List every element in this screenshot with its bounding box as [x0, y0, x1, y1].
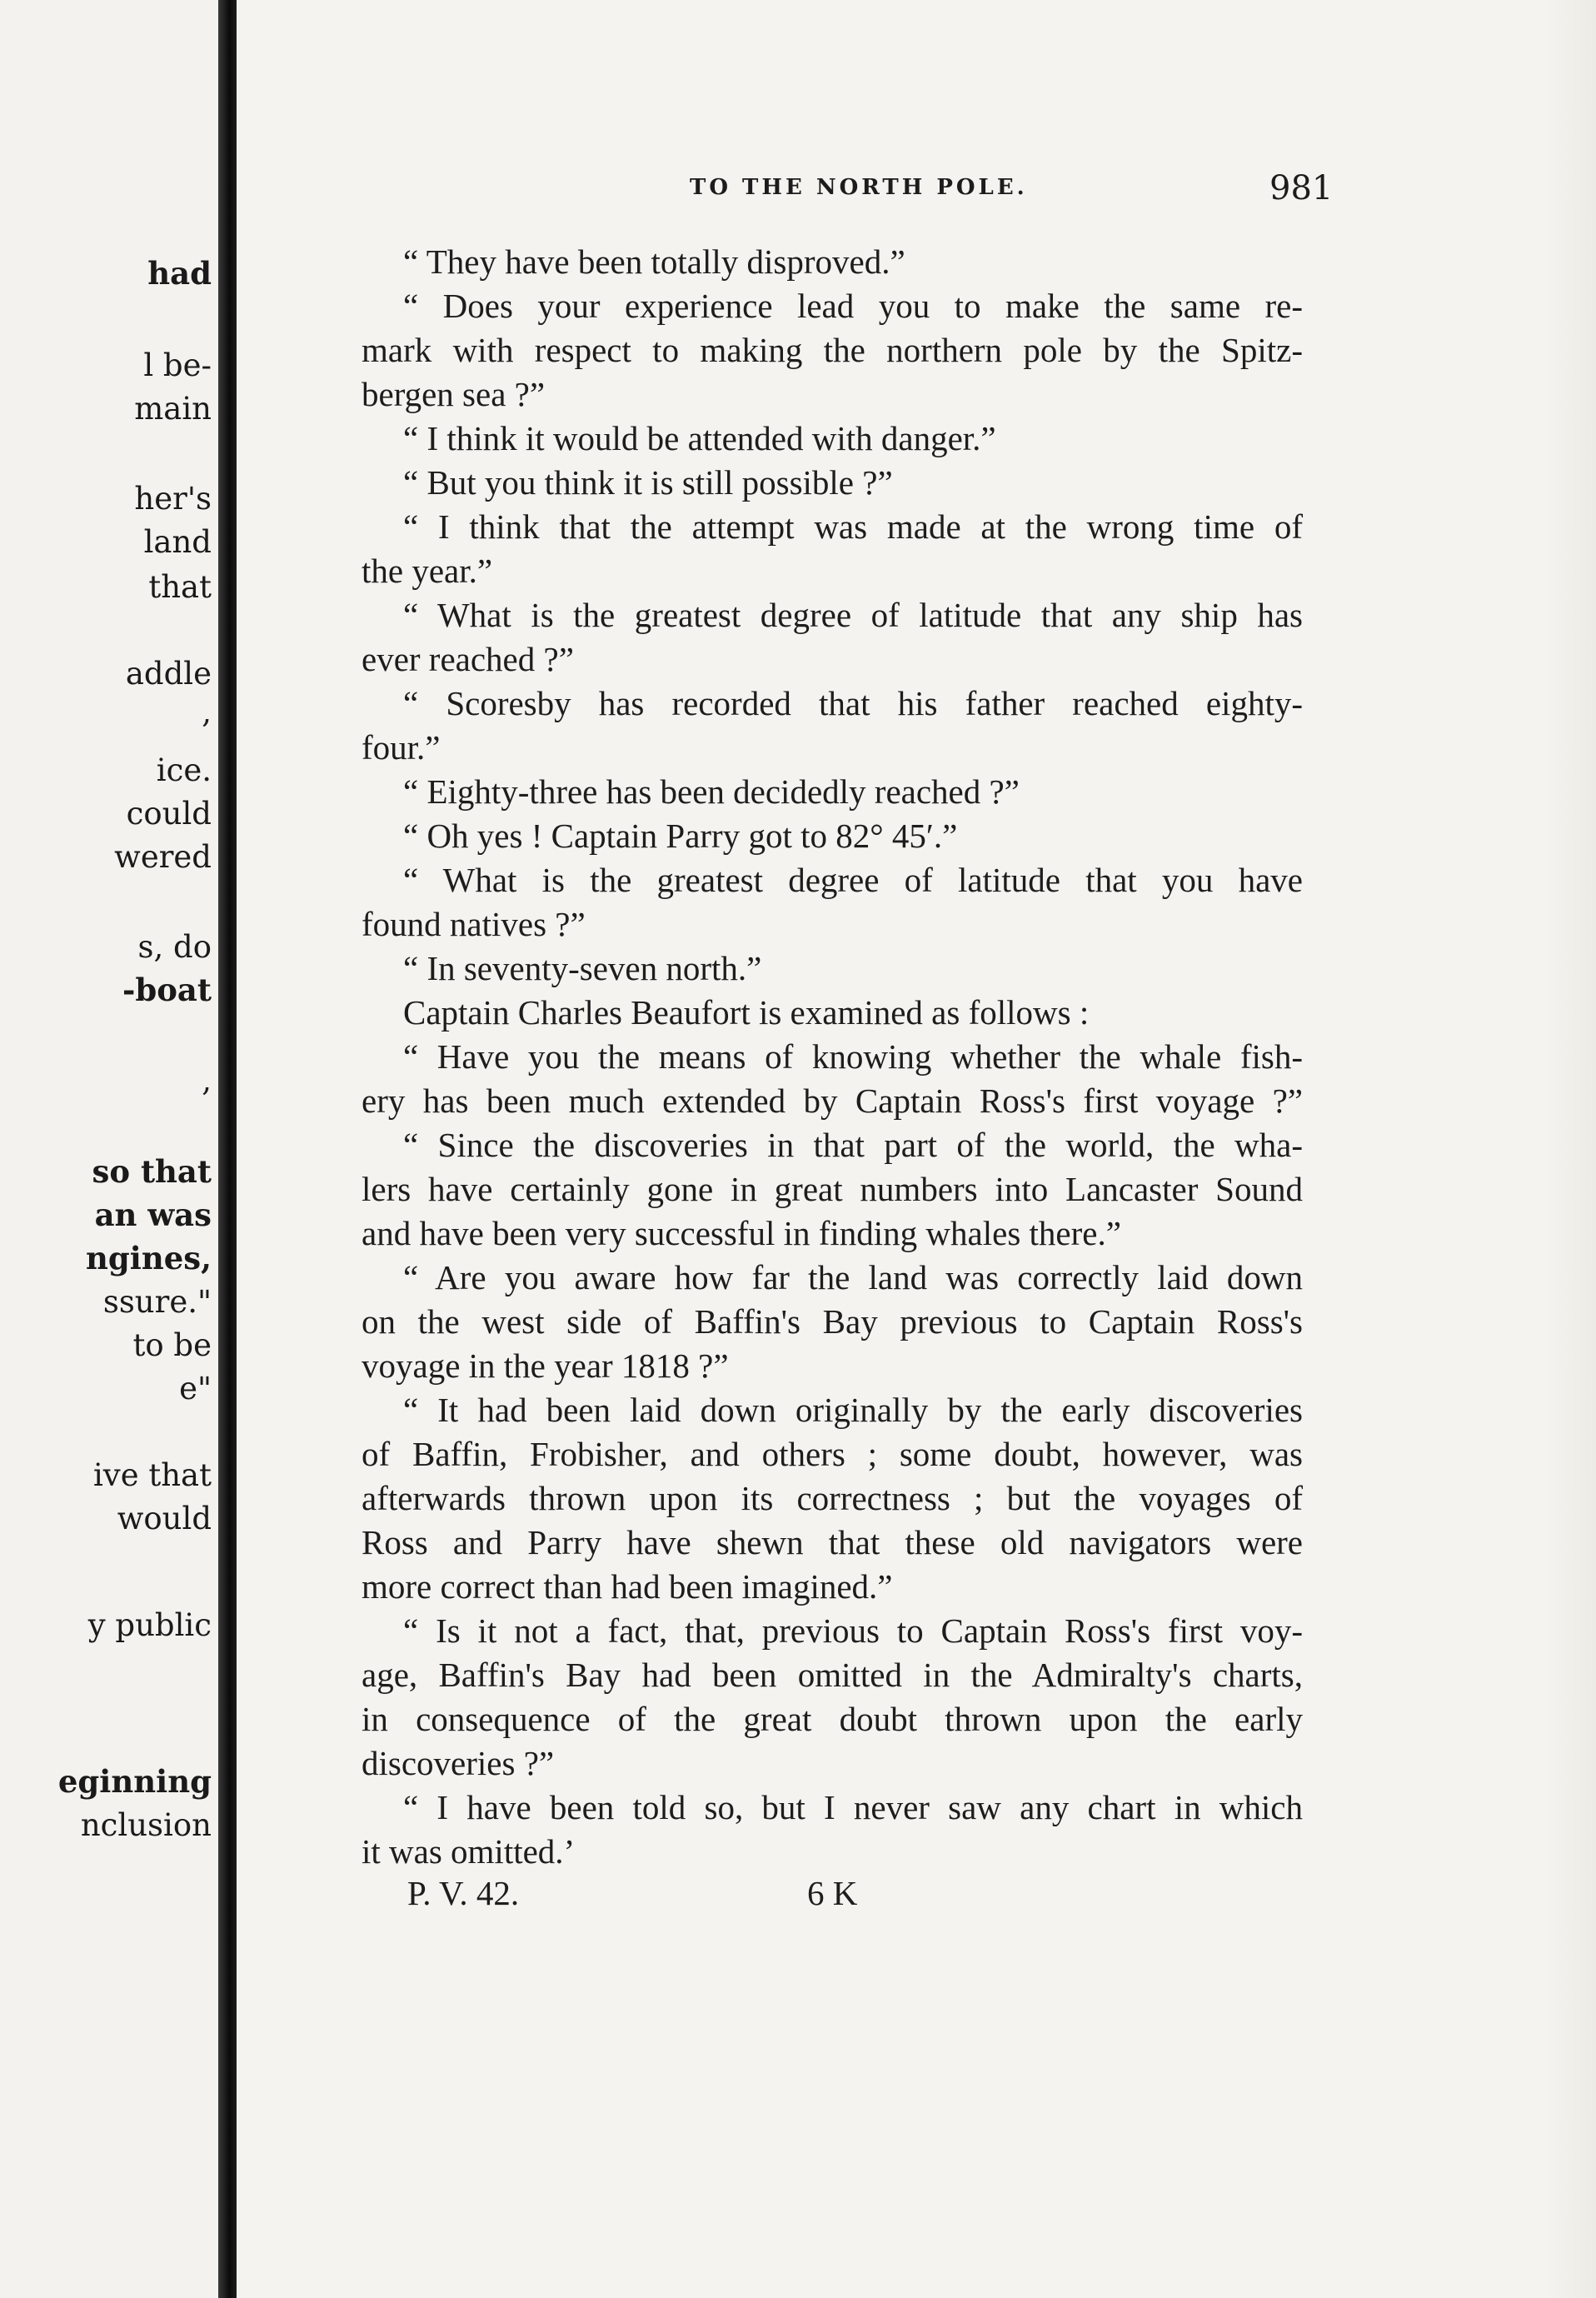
text-line: “ Is it not a fact, that, previous to Captain Ross's first voy-: [403, 1611, 1303, 1650]
left-page-line: ice.: [156, 752, 212, 788]
left-page-line: s, do: [137, 929, 212, 965]
left-page-fragment: [0, 0, 218, 2298]
signature-mark: P. V. 42.: [407, 1874, 520, 1912]
left-page-line: would: [117, 1501, 212, 1536]
text-line: ever reached ?”: [362, 640, 574, 678]
left-page-line: ssure.": [102, 1284, 212, 1320]
left-page-line: land: [143, 524, 212, 560]
text-line: “ In seventy-seven north.”: [403, 949, 762, 987]
text-line: “ Scoresby has recorded that his father reached eighty-: [403, 684, 1303, 722]
body-text: [362, 240, 1303, 1874]
left-page-line: ngines,: [86, 1240, 212, 1276]
left-page-line: ,: [202, 694, 212, 730]
text-line: it was omitted.’: [362, 1832, 576, 1871]
left-page-line: to be: [132, 1327, 212, 1363]
left-page-line: an was: [94, 1196, 212, 1233]
left-page-line: -boat: [122, 972, 212, 1008]
text-line: of Baffin, Frobisher, and others ; some doubt, however, was: [362, 1435, 1303, 1473]
text-line: afterwards thrown upon its correctness ; but the voyages of: [362, 1479, 1303, 1517]
text-line: “ I have been told so, but I never saw any chart in which: [403, 1788, 1303, 1826]
left-page-line: e": [179, 1371, 212, 1406]
text-line: “ Since the discoveries in that part of the world, the wha-: [403, 1126, 1303, 1164]
text-line: in consequence of the great doubt thrown upon the early: [362, 1700, 1303, 1738]
left-page-line: addle: [125, 656, 212, 692]
text-line: “ What is the greatest degree of latitude that you have: [403, 861, 1303, 899]
left-page-line: eginning: [57, 1763, 212, 1800]
left-page-line: had: [147, 255, 212, 292]
text-line: “ Eighty-three has been decidedly reached ?”: [403, 772, 1020, 811]
left-page-line: ive that: [92, 1457, 212, 1493]
text-line: found natives ?”: [362, 905, 586, 943]
text-line: “ What is the greatest degree of latitude that any ship has: [403, 596, 1303, 634]
left-page-line: that: [148, 569, 212, 605]
text-line: “ Does your experience lead you to make the same re-: [403, 287, 1303, 325]
text-line: Captain Charles Beaufort is examined as follows :: [403, 993, 1090, 1032]
text-line: lers have certainly gone in great numbers into Lancaster Sound: [362, 1170, 1303, 1208]
left-page-line: wered: [114, 839, 212, 875]
text-line: “ But you think it is still possible ?”: [403, 463, 893, 502]
text-line: on the west side of Baffin's Bay previous to Captain Ross's: [362, 1302, 1303, 1341]
sheet-mark: 6 K: [807, 1874, 858, 1912]
running-head: TO THE NORTH POLE.: [690, 175, 1028, 200]
text-line: “ They have been totally disproved.”: [403, 242, 905, 281]
left-page-line: main: [134, 391, 212, 427]
left-page-line: so that: [92, 1153, 212, 1190]
right-page: [237, 0, 1596, 2298]
text-line: age, Baffin's Bay had been omitted in the Admiralty's charts,: [362, 1656, 1303, 1694]
book-gutter: [218, 0, 237, 2298]
left-page-line: l be-: [143, 347, 212, 383]
page-number: 981: [1269, 169, 1334, 207]
left-page-line: ,: [202, 1062, 212, 1098]
text-line: and have been very successful in finding whales there.”: [362, 1214, 1121, 1252]
text-line: voyage in the year 1818 ?”: [362, 1346, 729, 1385]
text-line: “ Have you the means of knowing whether the whale fish-: [403, 1037, 1303, 1076]
text-line: discoveries ?”: [362, 1744, 555, 1782]
text-line: the year.”: [362, 552, 493, 590]
text-line: “ Oh yes ! Captain Parry got to 82° 45′.”: [403, 817, 958, 855]
text-line: “ It had been laid down originally by the early discoveries: [403, 1391, 1303, 1429]
text-line: “ I think that the attempt was made at the wrong time of: [403, 507, 1303, 546]
left-page-line: could: [126, 796, 212, 832]
text-line: “ I think it would be attended with danger.”: [403, 419, 996, 457]
text-line: mark with respect to making the northern pole by the Spitz-: [362, 331, 1303, 369]
text-line: four.”: [362, 728, 441, 767]
text-line: “ Are you aware how far the land was correctly laid down: [403, 1258, 1303, 1296]
text-line: ery has been much extended by Captain Ross's first voyage ?”: [362, 1082, 1303, 1120]
text-line: bergen sea ?”: [362, 375, 546, 413]
text-line: more correct than had been imagined.”: [362, 1567, 893, 1606]
left-page-line: nclusion: [80, 1807, 212, 1843]
left-page-line: her's: [134, 481, 212, 517]
text-line: Ross and Parry have shewn that these old navigators were: [362, 1523, 1303, 1561]
left-page-line: y public: [87, 1607, 212, 1643]
